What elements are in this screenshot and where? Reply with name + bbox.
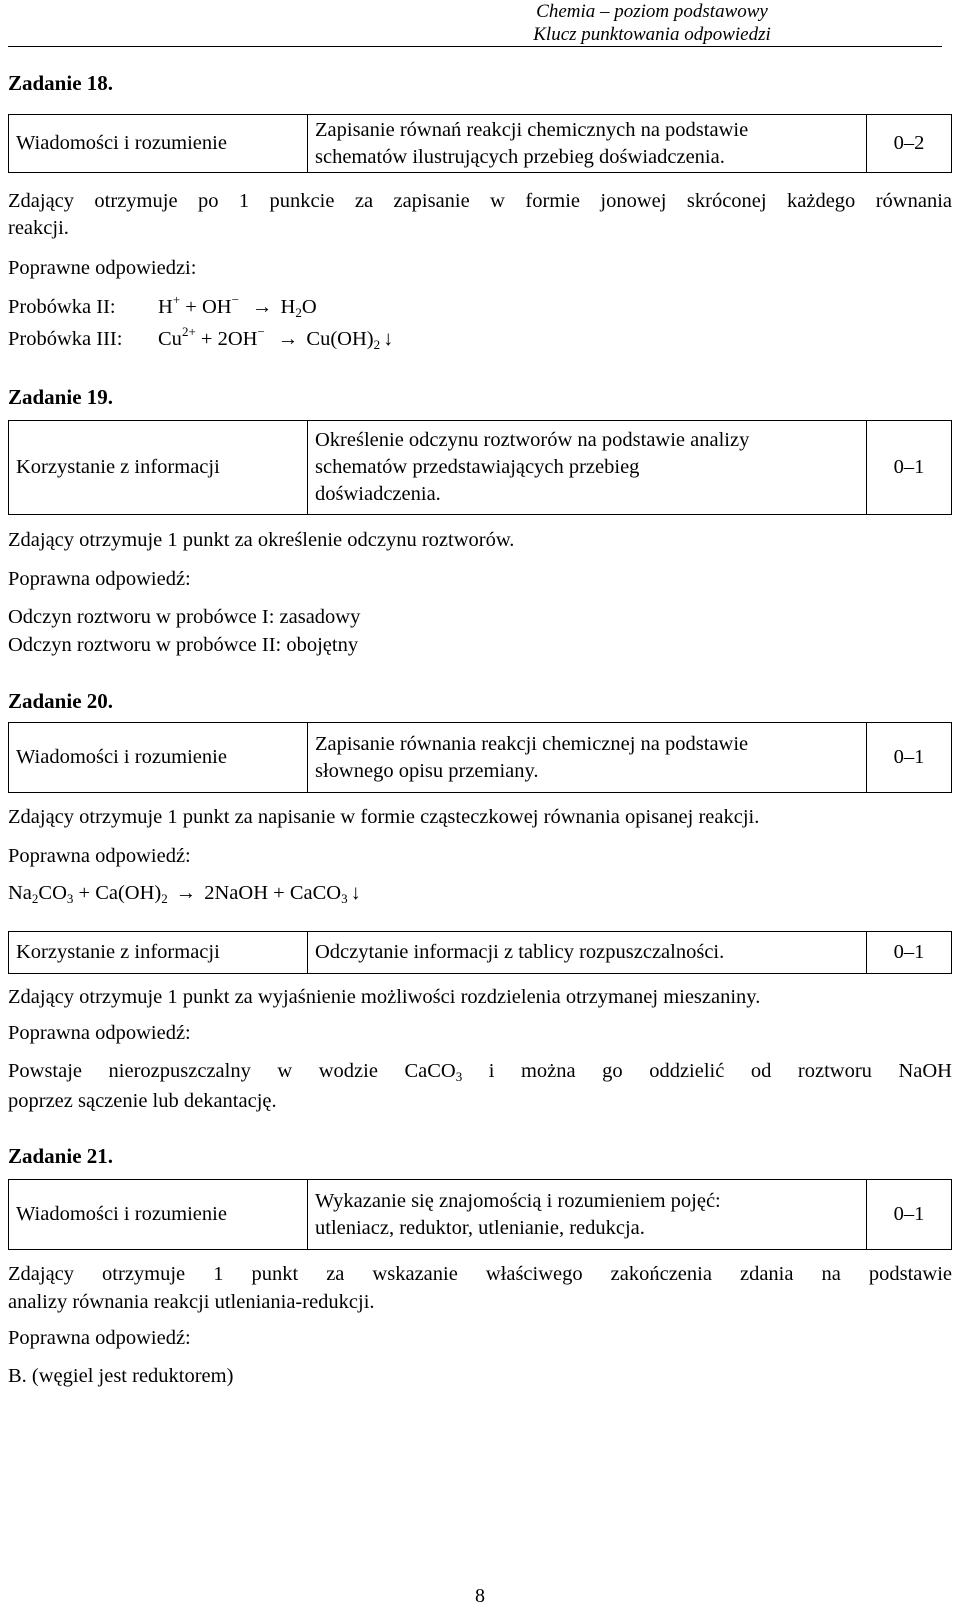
task-20-rubric-1 — [8, 722, 952, 793]
plus-sign: + — [200, 328, 213, 350]
plus-sign: + — [78, 882, 91, 904]
task-19-requirement — [308, 421, 867, 515]
subscript: 2 — [161, 891, 168, 906]
task-20-requirement — [308, 723, 867, 793]
task-19-points: 0–1 — [867, 421, 952, 515]
task-21-rubric — [8, 1179, 952, 1250]
species: OH — [201, 296, 232, 318]
plus-sign: + — [185, 296, 197, 318]
task-18-title: Zadanie 18. — [8, 71, 114, 95]
species: 2NaOH — [204, 882, 269, 904]
page-header — [352, 0, 952, 46]
charge: − — [257, 324, 265, 339]
header-subject: Chemia – poziom podstawowy — [536, 1, 768, 22]
task-20-answer-label: Poprawna odpowiedź: — [8, 845, 191, 867]
task-19-answer-line2: Odczyn roztworu w probówce II: obojętny — [8, 634, 359, 656]
species: Cu — [158, 328, 182, 350]
reaction-arrow-icon: → — [277, 328, 299, 350]
charge: + — [172, 292, 181, 307]
answer-key-page — [8, 0, 952, 1607]
task-20-category: Wiadomości i rozumienie — [9, 723, 308, 793]
precipitate-arrow-icon: ↓ — [383, 328, 394, 350]
subscript: 2 — [295, 305, 302, 320]
task-18-scoring-line1: Zdający otrzymuje po 1 punkcie za zapisanie w formie jonowej skróconej każdego równania — [8, 190, 952, 212]
task-18-scoring-line2: reakcji. — [8, 217, 69, 239]
subscript: 2 — [31, 891, 39, 906]
task-19-rubric — [8, 420, 952, 515]
task-21-requirement — [308, 1180, 867, 1250]
requirement-line: schematów przedstawiających przebieg — [315, 456, 640, 478]
requirement-line: utleniacz, reduktor, utlenianie, redukcja. — [315, 1216, 645, 1239]
task-21-answer: B. (węgiel jest reduktorem) — [8, 1365, 234, 1387]
reaction-arrow-icon: → — [175, 882, 197, 904]
answer-text: Powstaje nierozpuszczalny w wodzie CaCO — [8, 1060, 456, 1082]
equation-probowka-2 — [8, 294, 317, 321]
task-18-requirement — [308, 115, 867, 173]
task-21-scoring-line1: Zdający otrzymuje 1 punkt za wskazanie właściwego zakończenia zdania na podstawie — [8, 1263, 952, 1285]
task-20-title: Zadanie 20. — [8, 689, 114, 713]
task-20-answer-line1 — [8, 1058, 952, 1085]
page-number: 8 — [475, 1585, 485, 1607]
species: H — [158, 296, 173, 318]
task-21-points: 0–1 — [867, 1180, 952, 1250]
task-20-points-2: 0–1 — [867, 932, 952, 974]
task-20-category-2: Korzystanie z informacji — [9, 932, 308, 974]
task-19-answer-line1: Odczyn roztworu w probówce I: zasadowy — [8, 606, 361, 628]
task-21-answer-label: Poprawna odpowiedź: — [8, 1327, 191, 1349]
answer-text: i można go oddzielić od roztworu NaOH — [462, 1060, 952, 1082]
precipitate-arrow-icon: ↓ — [350, 882, 361, 904]
header-rule — [8, 46, 942, 47]
task-21-title: Zadanie 21. — [8, 1144, 114, 1168]
reaction-arrow-icon: → — [252, 296, 273, 318]
requirement-line: Zapisanie równania reakcji chemicznej na podstawie — [315, 732, 749, 755]
plus-sign: + — [273, 882, 285, 904]
task-19-answer-label: Poprawna odpowiedź: — [8, 568, 191, 590]
subscript: 3 — [341, 891, 348, 906]
task-19-category: Korzystanie z informacji — [9, 421, 308, 515]
equation-probowka-3 — [8, 326, 393, 353]
species: CO — [38, 882, 67, 904]
species: CaCO — [289, 882, 342, 904]
task-19-title: Zadanie 19. — [8, 385, 114, 409]
task-18-points: 0–2 — [867, 115, 952, 173]
header-doc-title: Klucz punktowania odpowiedzi — [533, 24, 771, 45]
species: Ca(OH) — [95, 882, 162, 904]
task-18-answers-label: Poprawne odpowiedzi: — [8, 257, 197, 279]
task-20-points: 0–1 — [867, 723, 952, 793]
species: 2OH — [217, 328, 258, 350]
species: H — [280, 296, 296, 318]
subscript: 2 — [373, 337, 381, 352]
charge: 2+ — [181, 324, 196, 339]
task-20-requirement-2: Odczytanie informacji z tablicy rozpuszczalności. — [308, 932, 867, 974]
equation-label: Probówka II: — [8, 296, 116, 318]
task-19-scoring: Zdający otrzymuje 1 punkt za określenie odczynu roztworów. — [8, 529, 515, 551]
task-21-category: Wiadomości i rozumienie — [9, 1180, 308, 1250]
task-20-answer-line2: poprzez sączenie lub dekantację. — [8, 1090, 277, 1112]
task-21-scoring-line2: analizy równania reakcji utleniania-redukcji. — [8, 1291, 375, 1313]
requirement-line: schematów ilustrujących przebieg doświadczenia. — [315, 145, 725, 168]
species: Cu(OH) — [306, 328, 374, 350]
task-18-rubric — [8, 114, 952, 173]
task-20-scoring: Zdający otrzymuje 1 punkt za napisanie w formie cząsteczkowej równania opisanej reakcji. — [8, 806, 760, 828]
requirement-line: Zapisanie równań reakcji chemicznych na podstawie — [315, 118, 749, 141]
requirement-line: Wykazanie się znajomością i rozumieniem pojęć: — [315, 1189, 721, 1212]
requirement-line: Określenie odczynu roztworów na podstawie analizy — [315, 429, 750, 451]
task-20-scoring-2: Zdający otrzymuje 1 punkt za wyjaśnienie możliwości rozdzielenia otrzymanej mieszaniny. — [8, 986, 761, 1008]
charge: − — [231, 292, 239, 307]
task-20-rubric-2 — [8, 931, 952, 974]
species: Na — [8, 882, 32, 904]
task-18-category: Wiadomości i rozumienie — [9, 115, 308, 173]
subscript: 3 — [455, 1069, 463, 1084]
requirement-line: doświadczenia. — [315, 483, 441, 505]
subscript: 3 — [66, 891, 74, 906]
task-20-answer-label-2: Poprawna odpowiedź: — [8, 1022, 191, 1044]
equation-label: Probówka III: — [8, 328, 123, 350]
equation-na2co3-caoh2 — [8, 880, 361, 907]
species: O — [301, 296, 317, 318]
requirement-line: słownego opisu przemiany. — [315, 759, 539, 782]
